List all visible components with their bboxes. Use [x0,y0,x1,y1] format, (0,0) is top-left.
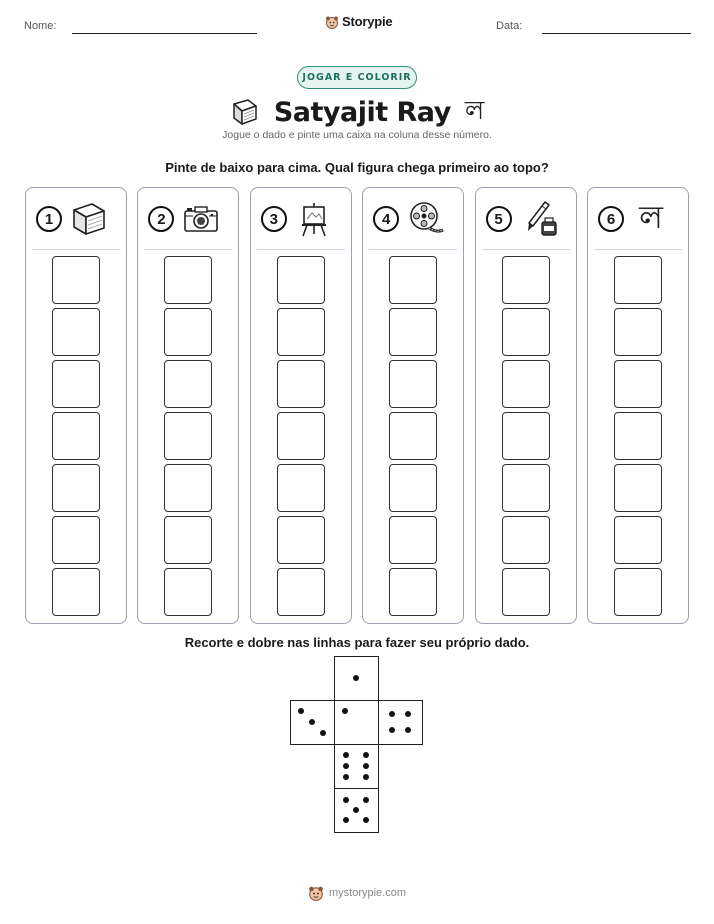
color-box[interactable] [389,256,437,304]
storypie-logo-icon [325,15,339,29]
dice-pip [363,774,369,780]
color-box[interactable] [164,412,212,460]
column-divider [369,249,457,250]
dice-pip [320,730,326,736]
column-header [261,200,333,238]
activity-badge: JOGAR E COLORIR [297,66,417,89]
dice-pip [343,752,349,758]
dice-pip [405,711,411,717]
dice-face-4 [378,700,423,745]
book-icon [70,200,108,238]
dice-face-6 [334,744,379,789]
color-box[interactable] [52,464,100,512]
instruction-top: Pinte de baixo para cima. Qual figura chega primeiro ao topo? [165,160,549,175]
dice-pip [343,763,349,769]
color-box[interactable] [614,568,662,616]
color-box[interactable] [389,360,437,408]
name-line[interactable] [72,33,257,34]
dice-face-1 [334,656,379,701]
color-box[interactable] [614,464,662,512]
dice-pip [298,708,304,714]
title-row [0,90,714,134]
color-box[interactable] [52,568,100,616]
column-divider [594,249,682,250]
column-3 [250,187,352,624]
dice-face-3 [290,700,335,745]
dice-pip [309,719,315,725]
brand [325,14,392,29]
column-6 [587,187,689,624]
film-reel-icon [407,200,445,238]
dice-pip [405,727,411,733]
dice-pip [363,752,369,758]
color-box[interactable] [52,516,100,564]
number-badge: 1 [36,206,62,232]
color-box[interactable] [389,412,437,460]
number-badge: 5 [486,206,512,232]
color-box[interactable] [164,568,212,616]
pen-and-ink-icon [520,200,558,238]
color-box[interactable] [614,412,662,460]
instruction-bottom: Recorte e dobre nas linhas para fazer seu próprio dado. [184,635,530,650]
color-box[interactable] [614,256,662,304]
dice-pip [343,817,349,823]
column-divider [32,249,120,250]
camera-icon [182,200,220,238]
column-header [148,200,220,238]
color-box[interactable] [389,516,437,564]
date-label: Data: [496,20,523,32]
column-2 [137,187,239,624]
column-4 [362,187,464,624]
color-box[interactable] [389,568,437,616]
color-box[interactable] [164,256,212,304]
column-divider [257,249,345,250]
color-box[interactable] [277,360,325,408]
color-box[interactable] [164,464,212,512]
color-box[interactable] [277,516,325,564]
footer [0,885,714,901]
color-box[interactable] [277,568,325,616]
color-box[interactable] [502,412,550,460]
color-box[interactable] [52,308,100,356]
column-header [36,200,108,238]
number-badge: 6 [598,206,624,232]
column-5 [475,187,577,624]
bengali-letter-icon: ল [639,198,663,236]
column-1 [25,187,127,624]
color-box[interactable] [389,308,437,356]
dice-pip [363,817,369,823]
color-box[interactable] [277,412,325,460]
dice-pip [363,763,369,769]
race-board [25,187,689,624]
name-label: Nome: [24,20,57,32]
dice-pip [389,711,395,717]
column-header [486,200,558,238]
easel-icon [295,200,333,238]
column-divider [144,249,232,250]
dice-pip [363,797,369,803]
color-box[interactable] [502,308,550,356]
date-line[interactable] [542,33,691,34]
number-badge: 2 [148,206,174,232]
column-header [373,200,445,238]
color-box[interactable] [502,464,550,512]
dice-pip [343,774,349,780]
dice-face-center [334,700,379,745]
brand-name: Storypie [342,14,393,29]
page-title: Satyajit Ray [273,96,451,128]
number-badge: 3 [261,206,287,232]
color-box[interactable] [614,516,662,564]
column-header [598,200,670,238]
color-box[interactable] [614,360,662,408]
color-box[interactable] [164,308,212,356]
dice-pip [353,807,359,813]
dice-pip [342,708,348,714]
color-box[interactable] [52,256,100,304]
bengali-letter-icon: ল [464,96,485,126]
color-box[interactable] [502,256,550,304]
dice-pip [389,727,395,733]
color-box[interactable] [52,360,100,408]
dice-pip [353,675,359,681]
number-badge: 4 [373,206,399,232]
dice-pip [343,797,349,803]
color-box[interactable] [502,360,550,408]
subtitle: Jogue o dado e pinte uma caixa na coluna desse número. [222,129,492,141]
footer-url[interactable]: mystorypie.com [328,887,407,899]
color-box[interactable] [277,308,325,356]
color-box[interactable] [164,360,212,408]
color-box[interactable] [164,516,212,564]
color-box[interactable] [52,412,100,460]
color-box[interactable] [502,516,550,564]
color-box[interactable] [502,568,550,616]
dice-net [290,656,424,834]
storypie-logo-icon [308,885,324,901]
color-box[interactable] [614,308,662,356]
book-icon [230,98,260,126]
color-box[interactable] [277,256,325,304]
color-box[interactable] [389,464,437,512]
column-divider [482,249,570,250]
dice-face-5 [334,788,379,833]
color-box[interactable] [277,464,325,512]
